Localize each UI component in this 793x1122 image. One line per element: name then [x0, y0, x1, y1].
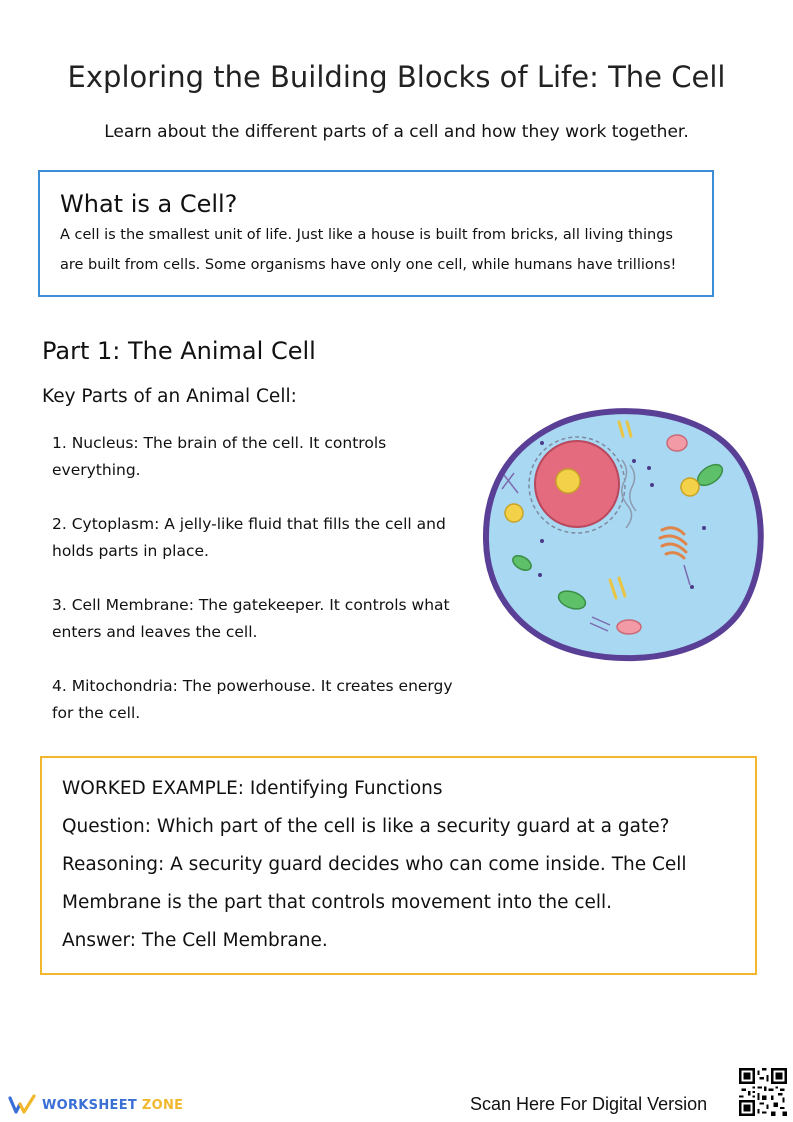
worked-example-box: [40, 756, 757, 975]
qr-code-icon[interactable]: [739, 1068, 787, 1116]
page-title: Exploring the Building Blocks of Life: The Cell: [67, 60, 726, 94]
brand-logo[interactable]: [8, 1092, 183, 1118]
brand-name: [42, 1098, 183, 1113]
intro-box: [38, 170, 714, 297]
intro-text: A cell is the smallest unit of life. Just like a house is built from bricks, all living things are built from cells. Some organisms have only one cell, while humans have trillions!: [60, 227, 677, 273]
part1-title: Part 1: The Animal Cell: [42, 337, 316, 365]
page-subtitle: Learn about the different parts of a cell and how they work together.: [104, 122, 689, 142]
example-question: Question: Which part of the cell is like a security guard at a gate?: [62, 816, 670, 837]
scan-text: Scan Here For Digital Version: [470, 1094, 708, 1114]
worksheet-zone-logo-icon: [8, 1094, 36, 1116]
key-parts-title: Key Parts of an Animal Cell:: [42, 386, 297, 407]
animal-cell-illustration: [482, 405, 767, 665]
brand-accent: ZONE: [141, 1097, 184, 1113]
example-answer: Answer: The Cell Membrane.: [62, 930, 328, 951]
cell-parts-list: [52, 430, 457, 754]
brand-main: WORKSHEET: [42, 1097, 138, 1113]
list-item: 3. Cell Membrane: The gatekeeper. It controls what enters and leaves the cell.: [52, 596, 450, 641]
example-reasoning: Reasoning: A security guard decides who can come inside. The Cell Membrane is the part that controls movement into the cell.: [62, 854, 687, 913]
intro-heading: What is a Cell?: [60, 190, 238, 218]
list-item: 1. Nucleus: The brain of the cell. It controls everything.: [52, 434, 387, 479]
list-item: 4. Mitochondria: The powerhouse. It creates energy for the cell.: [52, 677, 453, 722]
list-item: 2. Cytoplasm: A jelly-like fluid that fills the cell and holds parts in place.: [52, 515, 446, 560]
example-heading: WORKED EXAMPLE: Identifying Functions: [62, 778, 443, 799]
